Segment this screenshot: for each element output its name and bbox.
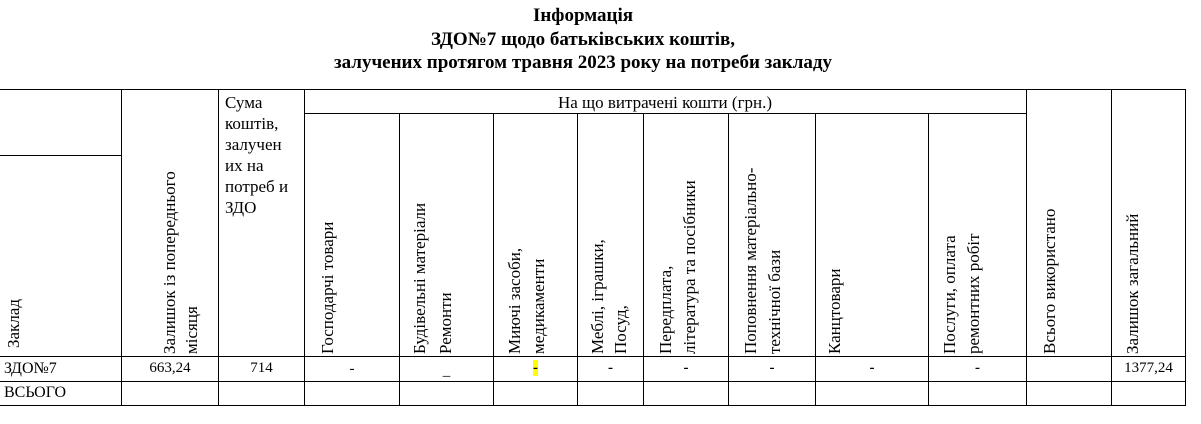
row-detergents (494, 360, 577, 377)
table-border-top (0, 89, 1186, 90)
header-bottom-line (0, 356, 1186, 357)
header-detergents-line1: Миючі засоби, (505, 247, 524, 354)
row-goods: - (349, 361, 355, 377)
row-name: ЗДО№7 (4, 360, 57, 377)
header-furniture-line1: Меблі, іграшки, (588, 239, 607, 354)
header-services-line2: ремонтних робіт (964, 233, 983, 354)
group-header-divider (304, 113, 1026, 114)
col-divider (121, 89, 122, 406)
header-goods: Господарчі товари (318, 221, 337, 354)
table-border-bottom (0, 405, 1186, 406)
header-material-line2: технічної бази (765, 249, 784, 354)
row-services: - (975, 360, 980, 376)
col-divider (1026, 89, 1027, 406)
row-raised: 714 (250, 360, 273, 376)
row-prev-balance: 663,24 (149, 360, 191, 376)
row-press: - (683, 360, 689, 376)
row-name-total: ВСЬОГО (4, 384, 67, 401)
document-title: Інформація (532, 5, 634, 26)
row-material: - (769, 360, 775, 376)
header-detergents-line2: медикаменти (529, 258, 548, 354)
row-divider (0, 381, 1186, 382)
row-balance: 1377,24 (1124, 360, 1173, 376)
header-balance-total: Залишок загальний (1123, 213, 1142, 354)
header-press-line1: Передплата, (656, 265, 675, 354)
header-total-used: Всього використано (1040, 208, 1059, 354)
col-divider (1111, 89, 1112, 406)
highlighted-dash: - (533, 360, 538, 376)
header-prev-balance-line1: Залишок із попереднього (160, 171, 179, 354)
header-spent-group: На що витрачені кошти (грн.) (557, 93, 773, 112)
row-stationery: - (869, 360, 875, 376)
header-services-line1: Послуги, оплата (940, 235, 959, 354)
document-subtitle-period: залучених протягом травня 2023 року на потреби закладу (334, 52, 832, 73)
row-build: _ (442, 363, 451, 379)
header-prev-balance-line2: місяця (182, 306, 201, 354)
col-divider (218, 89, 219, 406)
header-stationery: Канцтовари (825, 268, 844, 354)
header-press-line2: література та посібники (680, 180, 699, 354)
table-border-right (1185, 89, 1186, 406)
header-build-line2: Ремонти (436, 292, 455, 354)
document-subtitle: ЗДО№7 щодо батьківських коштів, (430, 29, 735, 50)
header-zaklad: Заклад (4, 299, 23, 348)
header-raised-sum: Сума коштів, залучен их на потреб и ЗДО (225, 93, 289, 217)
row-furniture: - (608, 360, 613, 376)
col-divider (304, 89, 305, 406)
header-furniture-line2: Посуд, (611, 305, 630, 354)
zaklad-header-divider (0, 155, 121, 156)
header-material-line1: Поповнення матеріально- (741, 167, 760, 354)
header-build-line1: Будівельні матеріали (410, 202, 429, 354)
